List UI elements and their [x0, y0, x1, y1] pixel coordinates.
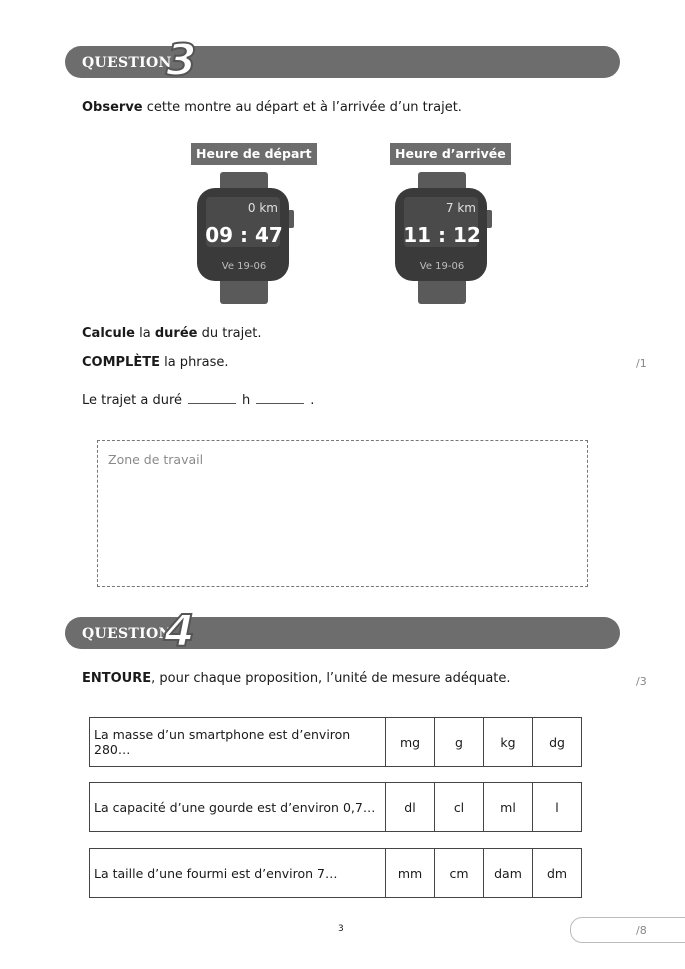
proposition-text: La taille d’une fourmi est d’environ 7… — [90, 849, 386, 898]
page-number: 3 — [338, 924, 344, 934]
calc-rest: du trajet. — [197, 326, 262, 341]
departure-distance: 0 km — [247, 201, 278, 215]
question-4-label: QUESTION — [82, 626, 172, 642]
unit-option[interactable]: dam — [484, 849, 533, 898]
question-3-label: QUESTION — [82, 55, 172, 71]
arrival-watch — [388, 170, 498, 310]
minutes-blank[interactable] — [256, 393, 304, 404]
answer-sentence — [82, 393, 314, 408]
question-3-number: 3 — [166, 35, 197, 86]
arrival-date: Ve 19-06 — [419, 261, 465, 272]
departure-watch — [190, 170, 300, 310]
arrival-time: 11 : 12 — [403, 223, 481, 247]
departure-date: Ve 19-06 — [221, 261, 267, 272]
question-3-score: /1 — [636, 357, 647, 370]
question-4-score: /3 — [636, 675, 647, 688]
question-4-instruction — [82, 671, 511, 686]
calc-verb: Calcule — [82, 326, 136, 341]
unit-option[interactable]: dl — [386, 783, 435, 832]
proposition-text: La capacité d’une gourde est d’environ 0,7… — [90, 783, 386, 832]
unit-option[interactable]: l — [533, 783, 582, 832]
unit-option[interactable]: kg — [484, 718, 533, 767]
sentence-h: h — [242, 393, 251, 408]
sentence-start: Le trajet a duré — [82, 393, 183, 408]
measure-row — [89, 782, 582, 832]
unit-option[interactable]: dg — [533, 718, 582, 767]
question-3-instruction — [82, 100, 462, 115]
departure-tag: Heure de départ — [191, 143, 317, 165]
complete-instruction — [82, 355, 229, 370]
unit-option[interactable]: mm — [386, 849, 435, 898]
instruction-verb: Observe — [82, 100, 143, 115]
complete-verb: COMPLÈTE — [82, 355, 160, 370]
instruction-text: , pour chaque proposition, l’unité de mesure adéquate. — [151, 671, 511, 686]
arrival-distance: 7 km — [445, 201, 476, 215]
total-score-box — [570, 917, 685, 943]
measure-row — [89, 848, 582, 898]
complete-rest: la phrase. — [159, 355, 229, 370]
unit-option[interactable]: cl — [435, 783, 484, 832]
unit-option[interactable]: mg — [386, 718, 435, 767]
unit-option[interactable]: g — [435, 718, 484, 767]
arrival-tag: Heure d’arrivée — [390, 143, 511, 165]
question-4-number: 4 — [164, 606, 195, 657]
work-zone-label: Zone de travail — [108, 452, 204, 467]
calc-mid: la — [135, 326, 155, 341]
proposition-text: La masse d’un smartphone est d’environ 280… — [90, 718, 386, 767]
instruction-verb: ENTOURE — [82, 671, 152, 686]
hours-blank[interactable] — [188, 393, 236, 404]
unit-option[interactable]: dm — [533, 849, 582, 898]
measure-row — [89, 717, 582, 767]
work-zone[interactable] — [97, 440, 588, 587]
calc-keyword: durée — [154, 326, 198, 341]
unit-option[interactable]: cm — [435, 849, 484, 898]
total-score: /8 — [636, 924, 647, 937]
calculate-instruction — [82, 326, 261, 341]
departure-time: 09 : 47 — [205, 223, 283, 247]
sentence-end: . — [310, 393, 315, 408]
unit-option[interactable]: ml — [484, 783, 533, 832]
instruction-text: cette montre au départ et à l’arrivée d’un trajet. — [142, 100, 462, 115]
